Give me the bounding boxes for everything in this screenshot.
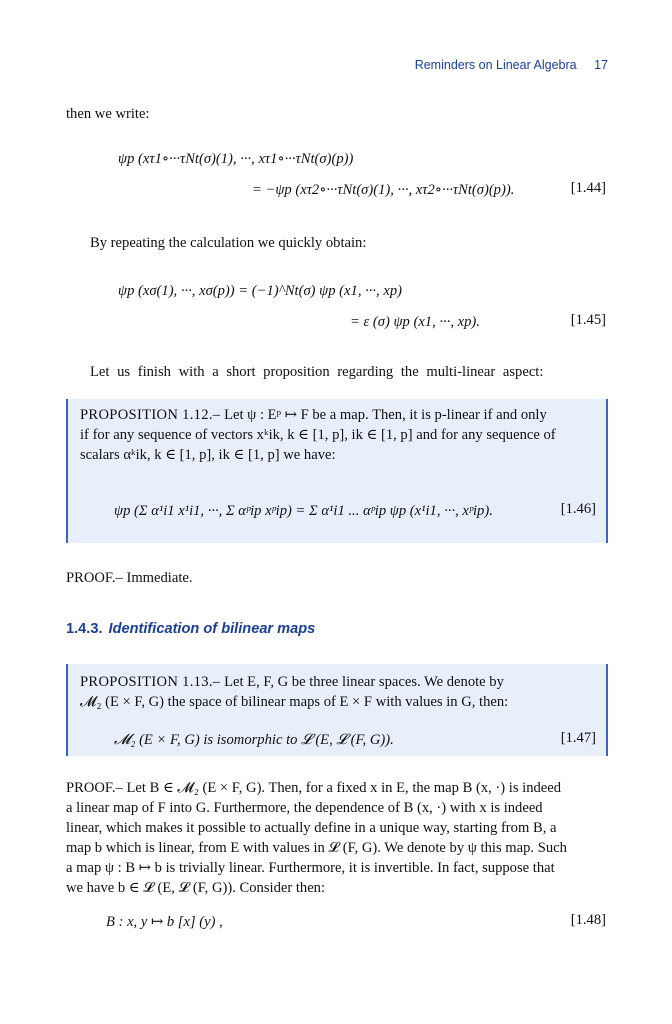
eq-1-45-line2: = ε (σ) ψp (x1, ···, xp). xyxy=(350,314,480,330)
proof-line-2: a linear map of F into G. Furthermore, the dependence of B (x, ·) with x is indeed xyxy=(66,800,543,816)
page-number: 17 xyxy=(594,58,608,72)
proposition-1-13-box xyxy=(66,664,608,756)
eq-1-44-line2: = −ψp (xτ2∘···τNt(σ)(1), ···, xτ2∘···τNt(σ)(p)). xyxy=(252,182,515,198)
proposition-1-13-label: PROPOSITION 1.13.– xyxy=(80,674,221,690)
prop113-line-1: Let E, F, G be three linear spaces. We denote by xyxy=(224,674,504,690)
prop112-line-1: Let ψ : Eᵖ ↦ F be a map. Then, it is p-linear if and only xyxy=(224,407,547,423)
eq-1-48: B : x, y ↦ b [x] (y) , xyxy=(106,914,223,930)
eq-1-44-tag: [1.44] xyxy=(570,180,606,196)
proof-line-4: map b which is linear, from E with values in 𝓛 (F, G). We denote by ψ this map. Such xyxy=(66,840,567,856)
running-header xyxy=(415,58,608,72)
proposition-1-13-text xyxy=(80,672,596,712)
by-repeating: By repeating the calculation we quickly obtain: xyxy=(90,235,367,251)
proof-paragraph xyxy=(66,778,606,898)
section-heading xyxy=(66,621,315,637)
running-title: Reminders on Linear Algebra xyxy=(414,58,577,72)
prop113-line-2: 𝓜₂ (E × F, G) the space of bilinear maps of E × F with values in G, then: xyxy=(80,694,509,710)
prop112-line-3: scalars αᵏik, k ∈ [1, p], ik ∈ [1, p] we have: xyxy=(80,447,336,463)
proof-immediate: PROOF.– Immediate. xyxy=(66,570,193,586)
eq-1-45-tag: [1.45] xyxy=(570,312,606,328)
proposition-1-12-label: PROPOSITION 1.12.– xyxy=(80,407,221,423)
eq-1-47-tag: [1.47] xyxy=(560,730,596,746)
eq-1-45-line1: ψp (xσ(1), ···, xσ(p)) = (−1)^Nt(σ) ψp (x1, ···, xp) xyxy=(118,283,402,299)
eq-1-44-line1: ψp (xτ1∘···τNt(σ)(1), ···, xτ1∘···τNt(σ)(p)) xyxy=(118,151,354,167)
prop112-line-2: if for any sequence of vectors xᵏik, k ∈ [1, p], ik ∈ [1, p] and for any sequence of xyxy=(80,427,556,443)
then-we-write: then we write: xyxy=(66,106,150,122)
eq-1-48-tag: [1.48] xyxy=(570,912,606,928)
proposition-1-12-text xyxy=(80,405,596,465)
proof-line-3: linear, which makes it possible to actually define in a unique way, starting from B, a xyxy=(66,820,557,836)
proposition-1-12-box xyxy=(66,399,608,543)
let-us-finish: Let us finish with a short proposition regarding the multi-linear aspect: xyxy=(90,364,544,380)
eq-1-47: 𝓜₂ (E × F, G) is isomorphic to 𝓛 (E, 𝓛 (F, G)). xyxy=(114,732,394,748)
eq-1-46-tag: [1.46] xyxy=(560,501,596,517)
section-title: Identification of bilinear maps xyxy=(108,621,316,637)
proof-line-5: a map ψ : B ↦ b is trivially linear. Furthermore, it is invertible. In fact, suppose that xyxy=(66,860,555,876)
eq-1-46: ψp (Σ α¹i1 x¹i1, ···, Σ αᵖip xᵖip) = Σ α¹i1 ... αᵖip ψp (x¹i1, ···, xᵖip). xyxy=(114,503,493,519)
section-number: 1.4.3. xyxy=(66,621,103,637)
proof-line-1: PROOF.– Let B ∈ 𝓜₂ (E × F, G). Then, for a fixed x in E, the map B (x, ·) is indeed xyxy=(66,780,562,796)
proof-line-6: we have b ∈ 𝓛 (E, 𝓛 (F, G)). Consider then: xyxy=(66,880,326,896)
